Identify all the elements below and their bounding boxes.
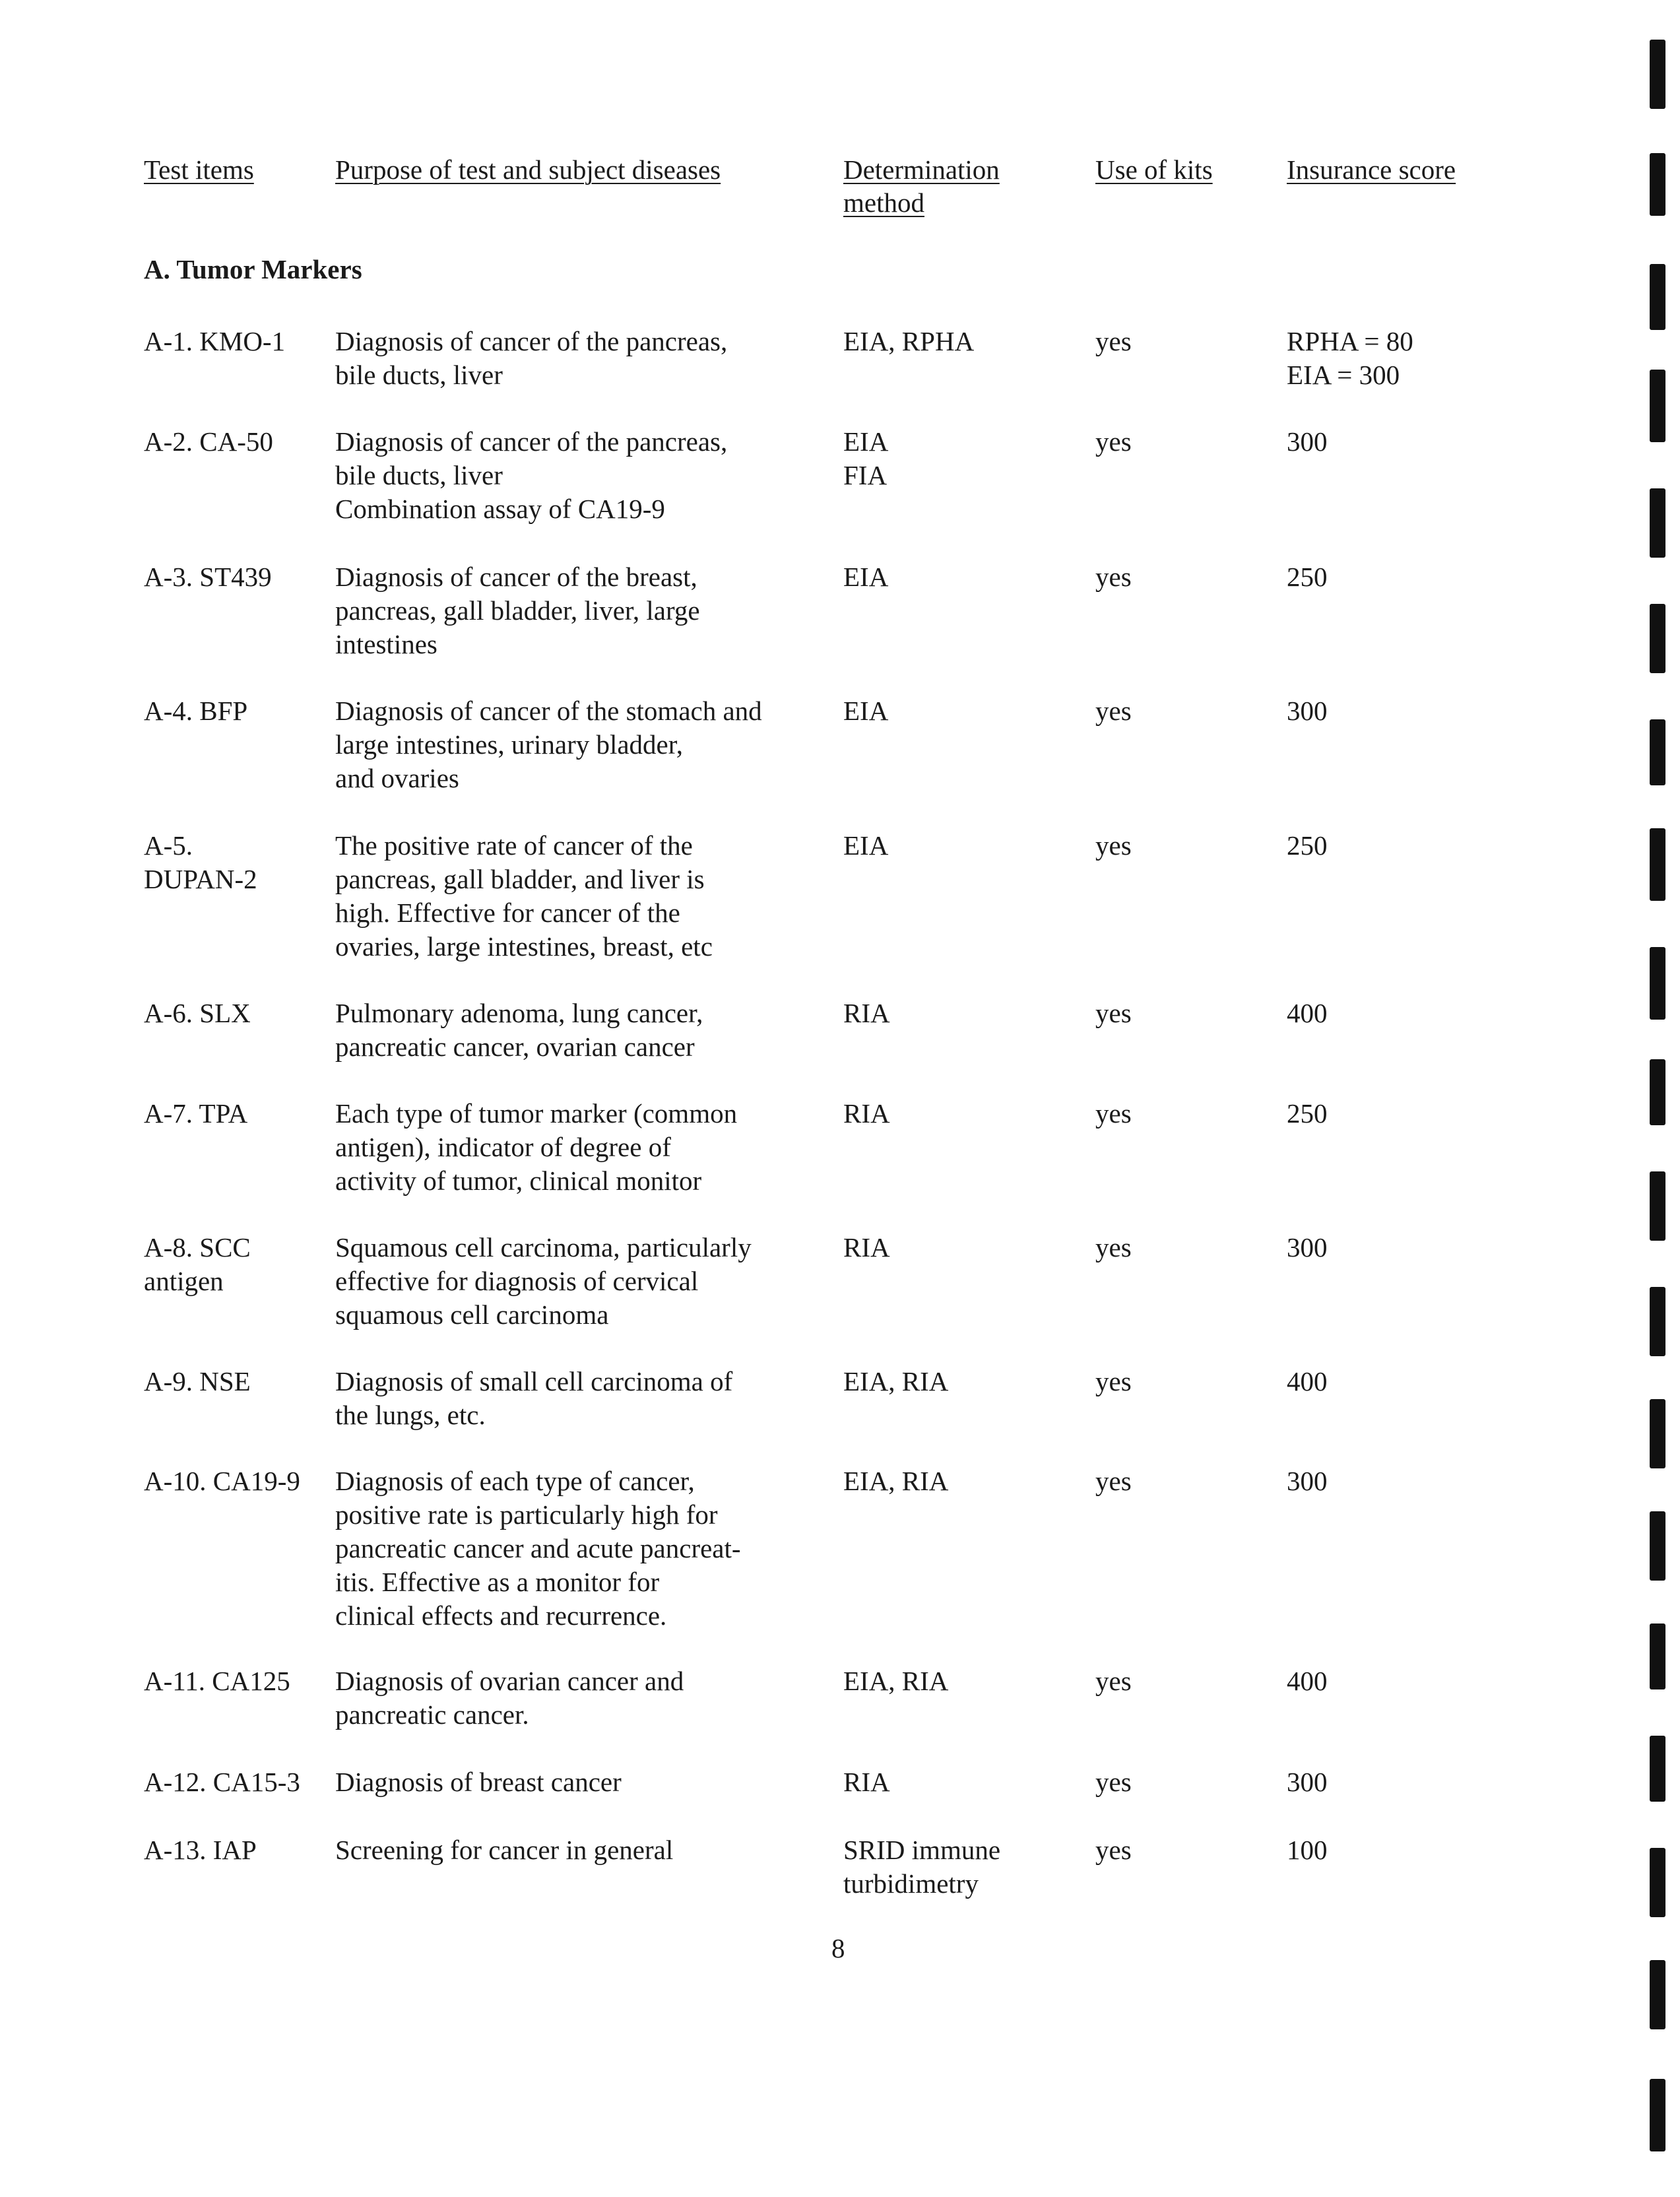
binding-mark (1650, 604, 1665, 673)
header-use-of-kits: Use of kits (1095, 154, 1213, 185)
header-test-items: Test items (144, 154, 254, 185)
test-item: A-1. KMO-1 (144, 326, 286, 356)
determination-method: EIA, RIA (843, 1466, 949, 1496)
purpose-text: Diagnosis of small cell carcinoma of the lungs, etc. (335, 1366, 733, 1430)
insurance-score: 300 (1287, 696, 1328, 726)
purpose-text: Diagnosis of each type of cancer, positive rate is particularly high for pancreatic cancer and acute pancreat- itis. Effective as a monitor for clinical effects and recurrence. (335, 1466, 741, 1631)
binding-mark (1650, 719, 1665, 785)
binding-mark (1650, 2079, 1665, 2151)
insurance-score: 100 (1287, 1835, 1328, 1865)
purpose-text: Screening for cancer in general (335, 1835, 674, 1865)
header-insurance-score: Insurance score (1287, 154, 1456, 185)
use-of-kits: yes (1095, 1366, 1132, 1396)
test-item: A-3. ST439 (144, 562, 272, 592)
use-of-kits: yes (1095, 696, 1132, 726)
determination-method: EIA (843, 696, 889, 726)
binding-mark (1650, 1287, 1665, 1356)
insurance-score: 300 (1287, 426, 1328, 457)
purpose-text: Each type of tumor marker (common antigen), indicator of degree of activity of tumor, clinical monitor (335, 1098, 738, 1196)
test-item: A-10. CA19-9 (144, 1466, 300, 1496)
binding-mark (1650, 1399, 1665, 1468)
use-of-kits: yes (1095, 998, 1132, 1028)
determination-method: EIA, RIA (843, 1666, 949, 1696)
use-of-kits: yes (1095, 1466, 1132, 1496)
binding-mark (1650, 488, 1665, 558)
test-item: A-7. TPA (144, 1098, 248, 1129)
determination-method: RIA (843, 1098, 890, 1129)
use-of-kits: yes (1095, 1098, 1132, 1129)
test-item: A-11. CA125 (144, 1666, 290, 1696)
use-of-kits: yes (1095, 1666, 1132, 1696)
test-item: A-9. NSE (144, 1366, 251, 1396)
insurance-score: 250 (1287, 562, 1328, 592)
insurance-score: RPHA = 80 EIA = 300 (1287, 326, 1413, 390)
binding-mark (1650, 1623, 1665, 1689)
binding-mark (1650, 1736, 1665, 1802)
determination-method: RIA (843, 1767, 890, 1797)
test-item: A-13. IAP (144, 1835, 257, 1865)
insurance-score: 250 (1287, 1098, 1328, 1129)
use-of-kits: yes (1095, 1835, 1132, 1865)
insurance-score: 300 (1287, 1767, 1328, 1797)
purpose-text: Pulmonary adenoma, lung cancer, pancreatic cancer, ovarian cancer (335, 998, 703, 1062)
determination-method: EIA (843, 562, 889, 592)
binding-mark (1650, 1511, 1665, 1581)
determination-method: RIA (843, 1232, 890, 1262)
insurance-score: 250 (1287, 830, 1328, 861)
purpose-text: Diagnosis of cancer of the stomach and large intestines, urinary bladder, and ovaries (335, 696, 762, 793)
insurance-score: 400 (1287, 1666, 1328, 1696)
purpose-text: Diagnosis of ovarian cancer and pancreatic cancer. (335, 1666, 684, 1730)
purpose-text: Squamous cell carcinoma, particularly effective for diagnosis of cervical squamous cell carcinoma (335, 1232, 752, 1330)
insurance-score: 300 (1287, 1232, 1328, 1262)
use-of-kits: yes (1095, 1767, 1132, 1797)
test-item: A-2. CA-50 (144, 426, 273, 457)
purpose-text: Diagnosis of cancer of the pancreas, bile ducts, liver (335, 326, 728, 390)
insurance-score: 400 (1287, 1366, 1328, 1396)
binding-mark (1650, 264, 1665, 330)
section-title: A. Tumor Markers (144, 254, 362, 284)
test-item: A-5. DUPAN-2 (144, 830, 257, 894)
binding-mark (1650, 1848, 1665, 1917)
determination-method: SRID immune turbidimetry (843, 1835, 1001, 1899)
use-of-kits: yes (1095, 562, 1132, 592)
test-item: A-4. BFP (144, 696, 248, 726)
binding-mark (1650, 1059, 1665, 1125)
use-of-kits: yes (1095, 830, 1132, 861)
binding-mark (1650, 153, 1665, 216)
test-item: A-8. SCC antigen (144, 1232, 251, 1296)
test-item: A-6. SLX (144, 998, 251, 1028)
determination-method: EIA FIA (843, 426, 889, 490)
binding-mark (1650, 370, 1665, 442)
use-of-kits: yes (1095, 1232, 1132, 1262)
purpose-text: Diagnosis of breast cancer (335, 1767, 622, 1797)
insurance-score: 300 (1287, 1466, 1328, 1496)
page-number: 8 (831, 1933, 845, 1963)
insurance-score: 400 (1287, 998, 1328, 1028)
purpose-text: The positive rate of cancer of the pancreas, gall bladder, and liver is high. Effective for cancer of the ovaries, large intestines, breast, etc (335, 830, 713, 962)
purpose-text: Diagnosis of cancer of the pancreas, bile ducts, liver Combination assay of CA19-9 (335, 426, 728, 524)
binding-mark (1650, 828, 1665, 901)
determination-method: EIA, RIA (843, 1366, 949, 1396)
use-of-kits: yes (1095, 426, 1132, 457)
header-purpose: Purpose of test and subject diseases (335, 154, 721, 185)
header-method: Determination method (843, 154, 1000, 218)
binding-mark (1650, 1960, 1665, 2029)
use-of-kits: yes (1095, 326, 1132, 356)
binding-mark (1650, 947, 1665, 1020)
binding-mark (1650, 40, 1665, 109)
binding-mark (1650, 1171, 1665, 1241)
determination-method: RIA (843, 998, 890, 1028)
determination-method: EIA (843, 830, 889, 861)
test-item: A-12. CA15-3 (144, 1767, 300, 1797)
determination-method: EIA, RPHA (843, 326, 975, 356)
purpose-text: Diagnosis of cancer of the breast, pancreas, gall bladder, liver, large intestines (335, 562, 700, 659)
